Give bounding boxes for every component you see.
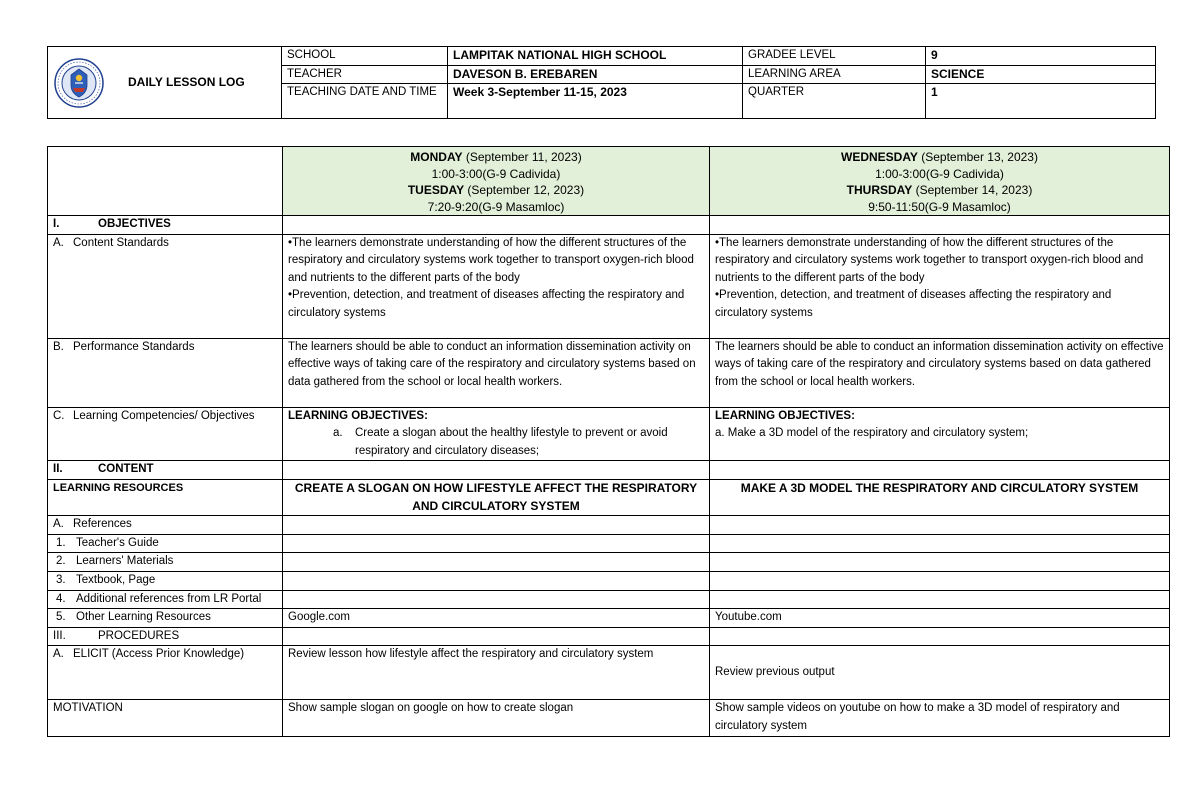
day-date: (September 14, 2023) [912,183,1033,197]
competencies-label: C. Learning Competencies/ Objectives [48,407,283,461]
logo-cell [48,47,282,119]
grade-label: GRADEE LEVEL [743,47,926,66]
ref-item-row [48,590,1170,609]
performance-standards-label: B. Performance Standards [48,338,283,407]
date-label: TEACHING DATE AND TIME [282,84,448,119]
performance-standards-col2: The learners should be able to conduct an information dissemination activity on effective ways of taking care of the respiratory and circulatory systems based on data gathered from the school or local health workers. [710,338,1170,407]
motivation-row [48,700,1170,736]
deped-seal-icon [54,58,104,108]
performance-standards-row [48,338,1170,407]
blank-corner-cell [48,147,283,216]
date-value: Week 3-September 11-15, 2023 [448,84,743,119]
day-header-col2 [710,147,1170,216]
other-resources-col1: Google.com [283,609,710,628]
day-header-row [48,147,1170,216]
references-row [48,516,1170,535]
day-name: THURSDAY [846,183,913,197]
day-time: 7:20-9:20(G-9 Masamloc) [427,199,565,214]
content-standards-row [48,234,1170,338]
ref-item-row [48,534,1170,553]
learning-resources-label: LEARNING RESOURCES [48,479,283,515]
performance-standards-col1: The learners should be able to conduct an information dissemination activity on effective ways of taking care of the respiratory and circulatory systems based on data gathered from the school or local health workers. [283,338,710,407]
section-procedures: III. PROCEDURES [48,627,283,646]
ref-item-row [48,609,1170,628]
school-label: SCHOOL [282,47,448,66]
learning-resources-row [48,479,1170,515]
ref-item-label: 4. Additional references from LR Portal [48,590,283,609]
content-standards-label: A. Content Standards [48,234,283,338]
day-time: 1:00-3:00(G-9 Cadivida) [875,166,1004,181]
teacher-label: TEACHER [282,65,448,84]
ref-item-label: 3. Textbook, Page [48,571,283,590]
section-content: II. CONTENT [48,461,283,480]
motivation-label: MOTIVATION [48,700,283,736]
day-name: WEDNESDAY [841,150,918,164]
elicit-row [48,646,1170,700]
document-title: DAILY LESSON LOG [128,74,245,89]
day-time: 1:00-3:00(G-9 Cadivida) [431,166,561,181]
lesson-table [47,146,1170,737]
motivation-col1: Show sample slogan on google on how to create slogan [283,700,710,736]
ref-item-label: 5. Other Learning Resources [48,609,283,628]
resource-title-col1: CREATE A SLOGAN ON HOW LIFESTYLE AFFECT THE RESPIRATORY AND CIRCULATORY SYSTEM [283,479,710,515]
motivation-col2: Show sample videos on youtube on how to make a 3D model of respiratory and circulatory system [710,700,1170,736]
ref-item-row [48,571,1170,590]
day-date: (September 11, 2023) [462,150,582,164]
section-objectives: I. OBJECTIVES [48,216,283,235]
objectives-row [48,216,1170,235]
competencies-col1: LEARNING OBJECTIVES: a. Create a slogan about the healthy lifestyle to prevent or avoid respiratory and circulatory diseases; [283,407,710,461]
other-resources-col2: Youtube.com [710,609,1170,628]
competencies-row [48,407,1170,461]
procedures-row [48,627,1170,646]
elicit-col1: Review lesson how lifestyle affect the respiratory and circulatory system [283,646,710,700]
quarter-label: QUARTER [743,84,926,119]
header-table [47,46,1156,119]
area-label: LEARNING AREA [743,65,926,84]
resource-title-col2: MAKE A 3D MODEL THE RESPIRATORY AND CIRCULATORY SYSTEM [710,479,1170,515]
ref-item-row [48,553,1170,572]
elicit-col2: Review previous output [710,646,1170,700]
area-value: SCIENCE [926,65,1156,84]
day-name: MONDAY [410,150,463,164]
day-date: (September 13, 2023) [917,150,1038,164]
day-time: 9:50-11:50(G-9 Masamloc) [868,199,1011,214]
grade-value: 9 [926,47,1156,66]
school-value: LAMPITAK NATIONAL HIGH SCHOOL [448,47,743,66]
ref-item-label: 1. Teacher's Guide [48,534,283,553]
competencies-col2: LEARNING OBJECTIVES: a. Make a 3D model of the respiratory and circulatory system; [710,407,1170,461]
quarter-value: 1 [926,84,1156,119]
day-date: (September 12, 2023) [464,183,585,197]
elicit-label: A. ELICIT (Access Prior Knowledge) [48,646,283,700]
content-row [48,461,1170,480]
content-standards-col2: •The learners demonstrate understanding of how the different structures of the respiratory and circulatory systems work together to transport oxygen-rich blood and nutrients to the different parts of the body •Prevention, detection, and treatment of diseases affecting the respiratory and circulatory systems [710,234,1170,338]
ref-item-label: 2. Learners' Materials [48,553,283,572]
day-name: TUESDAY [407,183,465,197]
references-label: A. References [48,516,283,535]
day-header-col1 [283,147,710,216]
content-standards-col1: •The learners demonstrate understanding of how the different structures of the respiratory and circulatory systems work together to transport oxygen-rich blood and nutrients to the different parts of the body •Prevention, detection, and treatment of diseases affecting the respiratory and circulatory systems [283,234,710,338]
teacher-value: DAVESON B. EREBAREN [448,65,743,84]
